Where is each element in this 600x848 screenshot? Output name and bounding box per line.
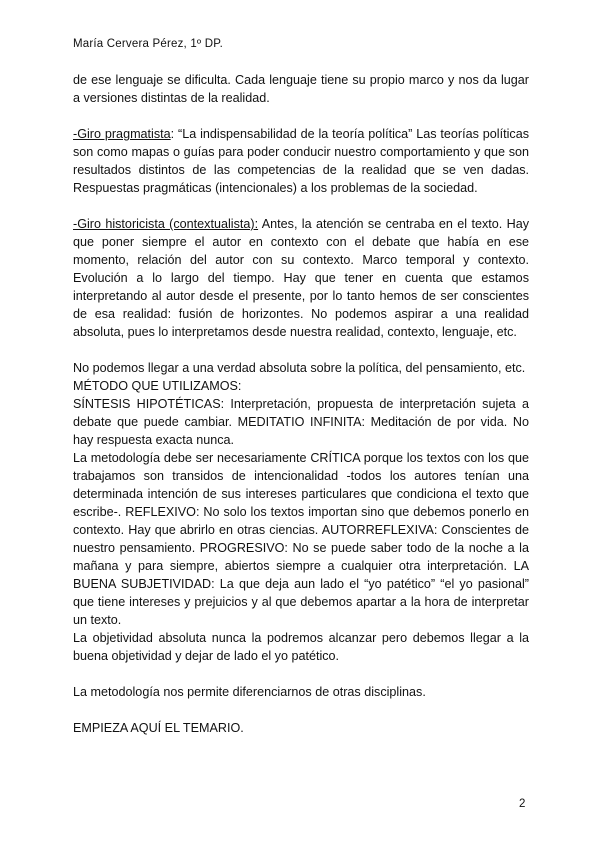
paragraph-hypothetical-synthesis: SÍNTESIS HIPOTÉTICAS: Interpretación, propuesta de interpretación sujeta a debate que puede cambiar. MEDITATIO INFINITA: Meditación de por vida. No hay respuesta exacta nunca. xyxy=(73,397,529,447)
text-historicist-turn: Antes, la atención se centraba en el texto. Hay que poner siempre el autor en contexto con el debate que había en ese momento, relación del autor con su contexto. Marco temporal y contexto. Evolución a lo largo del tiempo. Hay que tener en cuenta que estamos interpretando al autor desde el presente, por lo tanto hemos de ser conscientes de esa realidad: fusión de horizontes. No podemos aspirar a una realidad absoluta, pues lo interpretamos desde nuestra realidad, contexto, lenguaje, etc. xyxy=(73,217,529,339)
paragraph-pragmatic-turn xyxy=(73,125,529,197)
page-header-author: María Cervera Pérez, 1º DP. xyxy=(73,38,223,50)
heading-pragmatic-turn: -Giro pragmatista xyxy=(73,127,171,141)
page-number: 2 xyxy=(519,798,526,810)
document-body xyxy=(73,71,529,737)
text-pragmatic-turn: : “La indispensabilidad de la teoría política” Las teorías políticas son como mapas o guías para poder conducir nuestro comportamiento y que son resultados distintos de las competencias de la realidad que se ven dadas. Respuestas pragmáticas (intencionales) a los problemas de la sociedad. xyxy=(73,127,529,195)
paragraph-critical-methodology: La metodología debe ser necesariamente CRÍTICA porque los textos con los que trabajamos son transidos de intencionalidad -todos los autores tenían una determinada intención de sus intereses particulares que condiciona el texto que escribe-. REFLEXIVO: No solo los textos importan sino que debemos ponerlo en contexto. Hay que abrirlo en otras ciencias. AUTORREFLEXIVA: Conscientes de nuestro pensamiento. PROGRESIVO: No se puede saber todo de la noche a la mañana y para siempre, abiertos siempre a cualquier otra interpretación. LA BUENA SUBJETIVIDAD: La que deja aun lado el “yo patético” “el yo pasional” que tiene intereses y prejuicios y al que debemos apartar a la hora de interpretar un texto. xyxy=(73,451,529,627)
paragraph-method-title: MÉTODO QUE UTILIZAMOS: xyxy=(73,379,242,393)
paragraph-absolute-truth: No podemos llegar a una verdad absoluta sobre la política, del pensamiento, etc. xyxy=(73,361,526,375)
heading-historicist-turn: -Giro historicista (contextualista): xyxy=(73,217,259,231)
paragraph-objectivity: La objetividad absoluta nunca la podremos alcanzar pero debemos llegar a la buena objetividad y dejar de lado el yo patético. xyxy=(73,631,529,663)
paragraph-methodology-differs: La metodología nos permite diferenciarnos de otras disciplinas. xyxy=(73,685,426,699)
paragraph-language-frame: de ese lenguaje se dificulta. Cada lenguaje tiene su propio marco y nos da lugar a versiones distintas de la realidad. xyxy=(73,73,529,105)
paragraph-syllabus-start: EMPIEZA AQUÍ EL TEMARIO. xyxy=(73,721,244,735)
paragraph-historicist-turn xyxy=(73,215,529,341)
